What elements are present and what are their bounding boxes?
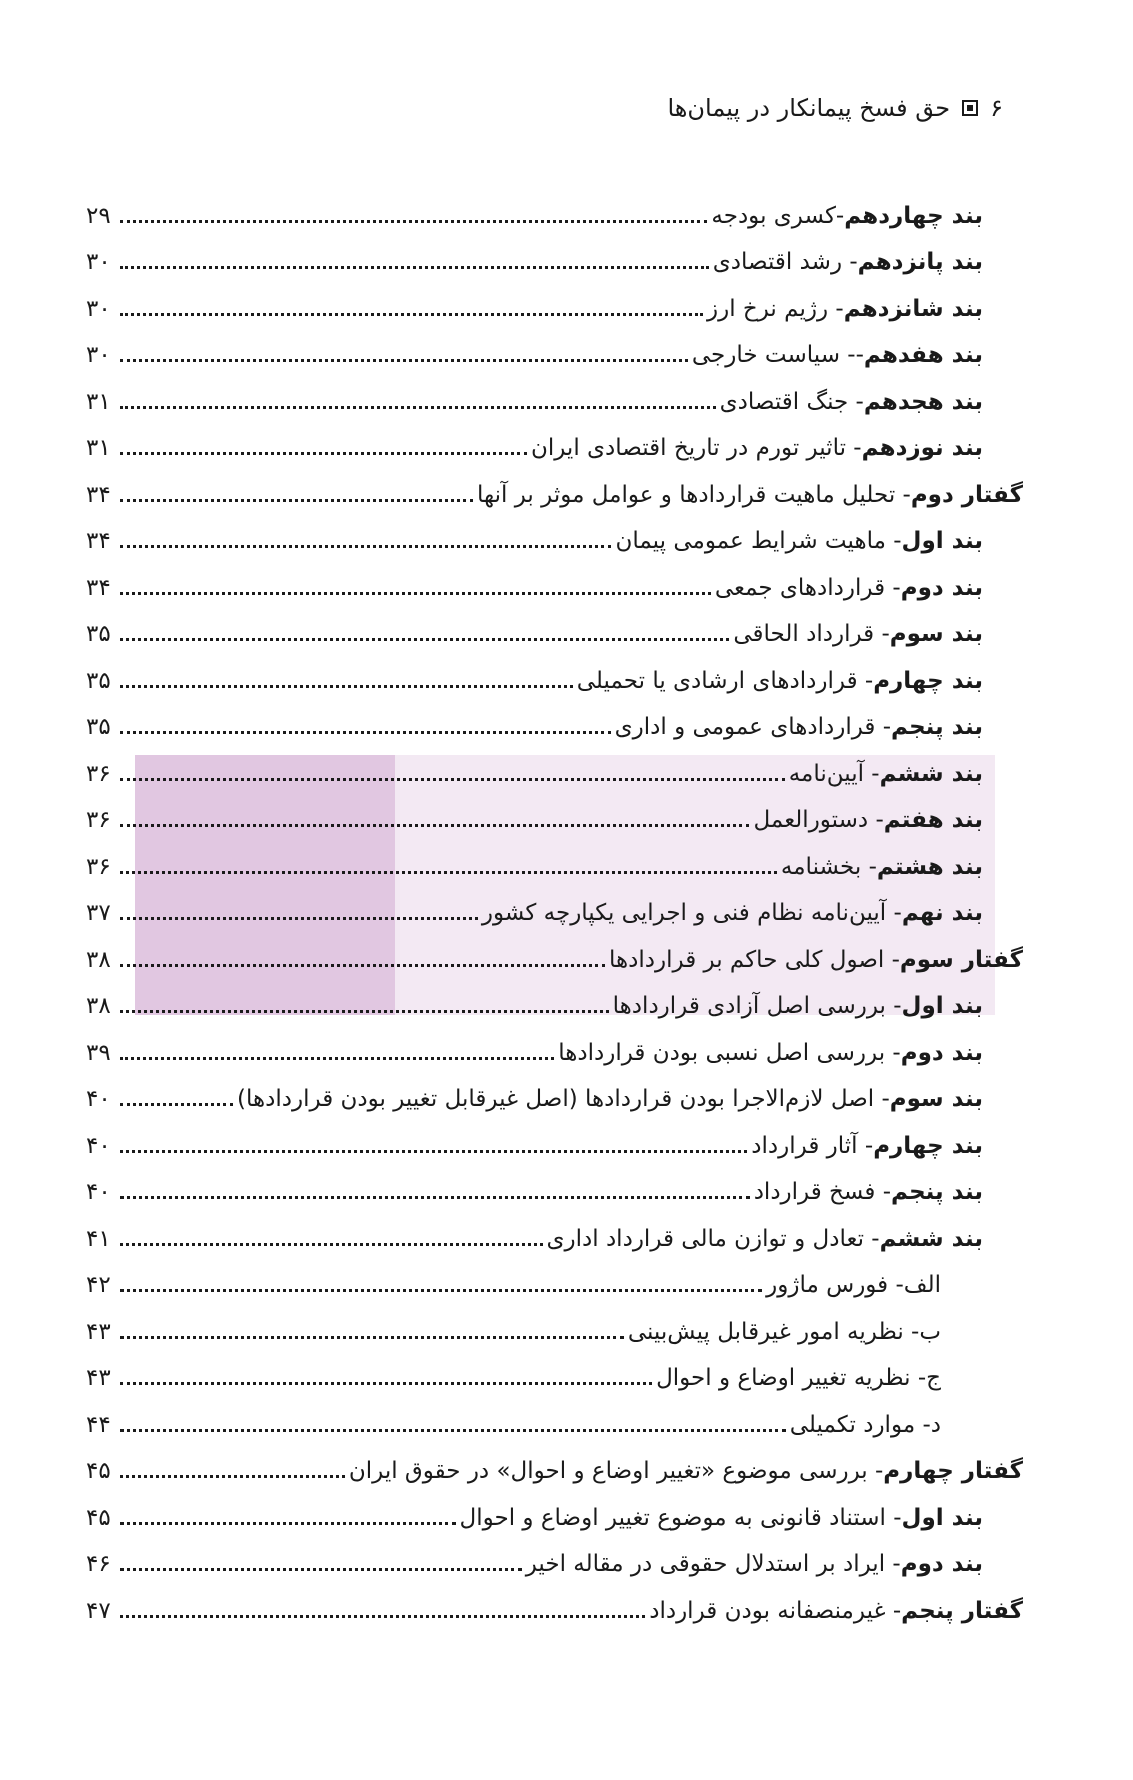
dot-leader bbox=[120, 313, 703, 316]
toc-page-number: ۳۴ bbox=[86, 481, 111, 508]
toc-page-number: ۳۰ bbox=[86, 249, 111, 276]
toc-entry-label: بند هجدهم bbox=[863, 388, 983, 415]
toc-entry bbox=[86, 184, 983, 231]
toc-entry-text: -کسری بودجه bbox=[711, 202, 845, 229]
toc-entry bbox=[86, 603, 983, 650]
toc-entry-text: الف- فورس ماژور bbox=[766, 1272, 941, 1299]
toc-page-number: ۳۸ bbox=[86, 993, 111, 1020]
toc-entry bbox=[86, 1347, 983, 1394]
toc-entry-label: بند چهارم bbox=[873, 667, 983, 694]
toc-page-number: ۴۳ bbox=[86, 1365, 111, 1392]
toc-entry bbox=[86, 789, 983, 836]
toc-entry bbox=[86, 1533, 983, 1580]
toc-entry-label: بند چهاردهم bbox=[844, 202, 983, 229]
toc-entry-label: بند دوم bbox=[900, 1039, 983, 1066]
toc-page-number: ۴۵ bbox=[86, 1458, 111, 1485]
toc-page-number: ۴۴ bbox=[86, 1411, 111, 1438]
toc-page-number: ۴۲ bbox=[86, 1272, 111, 1299]
toc-entry-title bbox=[733, 621, 983, 649]
dot-leader bbox=[120, 452, 527, 455]
toc-entry-text: - تاثیر تورم در تاریخ اقتصادی ایران bbox=[530, 435, 862, 462]
toc-entry-text: - تحلیل ماهیت قراردادها و عوامل موثر بر آنها bbox=[477, 481, 911, 508]
toc-entry-title bbox=[613, 993, 983, 1021]
toc-entry-title bbox=[781, 854, 983, 882]
toc-entry-title bbox=[460, 1505, 984, 1533]
dot-leader bbox=[120, 1382, 652, 1385]
toc-entry bbox=[86, 1440, 1023, 1487]
page-number: ۶ bbox=[990, 94, 1003, 122]
toc-entry-label: بند هفدهم bbox=[863, 342, 983, 369]
toc-entry-text: - قرارداد الحاقی bbox=[733, 621, 890, 648]
dot-leader bbox=[120, 1196, 750, 1199]
toc-entry-label: بند چهارم bbox=[873, 1132, 983, 1159]
toc-entry bbox=[86, 463, 1023, 510]
toc-entry bbox=[86, 835, 983, 882]
dot-leader bbox=[120, 917, 478, 920]
toc-entry-label: بند دوم bbox=[900, 1551, 983, 1578]
toc-page-number: ۴۳ bbox=[86, 1318, 111, 1345]
running-header bbox=[667, 94, 1003, 122]
toc-entry bbox=[86, 1021, 983, 1068]
toc-entry bbox=[86, 1068, 983, 1115]
toc-entry-text: ب- نظریه امور غیرقابل پیش‌بینی bbox=[627, 1318, 941, 1345]
dot-leader bbox=[120, 1243, 543, 1246]
toc-entry bbox=[86, 370, 983, 417]
toc-entry-label: بند دوم bbox=[900, 574, 983, 601]
toc-page-number: ۴۵ bbox=[86, 1504, 111, 1531]
dot-leader bbox=[120, 685, 573, 688]
toc-entry bbox=[86, 1486, 983, 1533]
toc-entry bbox=[86, 556, 983, 603]
toc-entry bbox=[86, 1393, 983, 1440]
toc-entry-title bbox=[711, 203, 983, 231]
toc-entry-label: بند شانزدهم bbox=[843, 295, 983, 322]
dot-leader bbox=[120, 871, 777, 874]
toc-entry-text: - ماهیت شرایط عمومی پیمان bbox=[615, 528, 902, 555]
toc-entry-text: - بررسی موضوع «تغییر اوضاع و احوال» در حقوق ایران bbox=[348, 1458, 884, 1485]
toc-entry bbox=[86, 696, 983, 743]
toc-page-number: ۳۰ bbox=[86, 295, 111, 322]
dot-leader bbox=[120, 592, 711, 595]
toc-entry-title bbox=[609, 947, 1023, 975]
toc-page-number: ۴۱ bbox=[86, 1225, 111, 1252]
toc-entry bbox=[86, 1300, 983, 1347]
dot-leader bbox=[120, 499, 473, 502]
toc-entry-title bbox=[615, 528, 983, 556]
toc-entry-title bbox=[713, 249, 983, 277]
toc-entry-text: ج- نظریه تغییر اوضاع و احوال bbox=[656, 1365, 941, 1392]
toc-entry-text: - آیین‌نامه نظام فنی و اجرایی یکپارچه کشور bbox=[481, 900, 902, 927]
toc-page-number: ۳۰ bbox=[86, 342, 111, 369]
toc-entry-text: - قراردادهای ارشادی یا تحمیلی bbox=[576, 667, 874, 694]
toc-entry-title bbox=[526, 1551, 983, 1579]
toc-entry bbox=[86, 882, 983, 929]
toc-entry-text: - بررسی اصل نسبی بودن قراردادها bbox=[558, 1039, 901, 1066]
toc-entry-label: بند سوم bbox=[889, 621, 983, 648]
toc-page-number: ۳۱ bbox=[86, 388, 111, 415]
toc-entry bbox=[86, 975, 983, 1022]
toc-entry-label: بند اول bbox=[901, 993, 983, 1020]
toc-entry-text: - فسخ قرارداد bbox=[753, 1179, 892, 1206]
toc-entry-label: بند پانزدهم bbox=[857, 249, 983, 276]
dot-leader bbox=[120, 778, 785, 781]
toc-entry-text: - جنگ اقتصادی bbox=[719, 388, 864, 415]
dot-leader bbox=[120, 220, 707, 223]
toc-entry-label: بند هشتم bbox=[876, 853, 983, 880]
toc-page-number: ۲۹ bbox=[86, 202, 111, 229]
toc-entry bbox=[86, 277, 983, 324]
toc-entry bbox=[86, 417, 983, 464]
dot-leader bbox=[120, 1336, 624, 1339]
toc-entry bbox=[86, 1161, 983, 1208]
toc-page-number: ۳۵ bbox=[86, 667, 111, 694]
toc-entry-label: بند نهم bbox=[901, 900, 983, 927]
dot-leader bbox=[120, 1010, 609, 1013]
toc-entry-title bbox=[628, 1319, 941, 1347]
dot-leader bbox=[120, 638, 729, 641]
toc-entry bbox=[86, 742, 983, 789]
toc-entry-title bbox=[547, 1226, 984, 1254]
toc-entry bbox=[86, 1207, 983, 1254]
toc-entry-label: بند ششم bbox=[879, 760, 983, 787]
toc-page-number: ۳۴ bbox=[86, 574, 111, 601]
toc-entry bbox=[86, 510, 983, 557]
toc-entry-text: - ایراد بر استدلال حقوقی در مقاله اخیر bbox=[525, 1551, 901, 1578]
toc-entry bbox=[86, 1579, 1023, 1626]
toc-page-number: ۳۶ bbox=[86, 760, 111, 787]
toc-entry-title bbox=[237, 1086, 983, 1114]
toc-entry-text: - اصول کلی حاکم بر قراردادها bbox=[609, 946, 900, 973]
toc-entry-text: - بررسی اصل آزادی قراردادها bbox=[612, 993, 902, 1020]
toc-entry-label: بند پنجم bbox=[891, 1179, 983, 1206]
toc-entry-title bbox=[754, 1179, 983, 1207]
dot-leader bbox=[120, 1522, 456, 1525]
toc-page-number: ۴۰ bbox=[86, 1132, 111, 1159]
toc-entry-text: - آیین‌نامه bbox=[788, 760, 880, 787]
toc-entry bbox=[86, 928, 1023, 975]
square-bullet-icon bbox=[962, 100, 978, 116]
toc-entry-text: - رژیم نرخ ارز bbox=[706, 295, 844, 322]
toc-entry-text: -- سیاست خارجی bbox=[691, 342, 864, 369]
toc-entry-label: گفتار چهارم bbox=[883, 1458, 1023, 1485]
dot-leader bbox=[120, 731, 611, 734]
dot-leader bbox=[120, 406, 716, 409]
toc-entry-text: - رشد اقتصادی bbox=[712, 249, 858, 276]
toc-page-number: ۳۸ bbox=[86, 946, 111, 973]
toc-page-number: ۳۴ bbox=[86, 528, 111, 555]
toc-entry-label: بند نوزدهم bbox=[861, 435, 983, 462]
toc-entry bbox=[86, 649, 983, 696]
toc-entry-title bbox=[753, 807, 983, 835]
toc-entry-label: بند هفتم bbox=[883, 807, 983, 834]
dot-leader bbox=[120, 1103, 233, 1106]
toc-entry-title bbox=[707, 296, 983, 324]
toc-entry-label: گفتار پنجم bbox=[901, 1597, 1023, 1624]
toc-page-number: ۴۶ bbox=[86, 1551, 111, 1578]
toc-entry bbox=[86, 231, 983, 278]
toc-entry-title bbox=[656, 1365, 941, 1393]
dot-leader bbox=[120, 964, 605, 967]
dot-leader bbox=[120, 359, 688, 362]
toc-entry-text: - استناد قانونی به موضوع تغییر اوضاع و احوال bbox=[459, 1504, 902, 1531]
toc-entry-text: - تعادل و توازن مالی قرارداد اداری bbox=[546, 1225, 880, 1252]
toc-entry-label: بند سوم bbox=[889, 1086, 983, 1113]
toc-page-number: ۳۱ bbox=[86, 435, 111, 462]
dot-leader bbox=[120, 266, 709, 269]
dot-leader bbox=[120, 1289, 762, 1292]
dot-leader bbox=[120, 1475, 345, 1478]
toc-page-number: ۳۷ bbox=[86, 900, 111, 927]
toc-entry-text: - اصل لازم‌الاجرا بودن قراردادها (اصل غیرقابل تغییر بودن قراردادها) bbox=[237, 1086, 890, 1113]
toc-entry-label: بند ششم bbox=[879, 1225, 983, 1252]
toc-entry-title bbox=[482, 900, 983, 928]
dot-leader bbox=[120, 824, 749, 827]
dot-leader bbox=[120, 1057, 554, 1060]
toc-entry-text: - بخشنامه bbox=[780, 853, 877, 880]
toc-entry-title bbox=[531, 435, 983, 463]
toc-entry bbox=[86, 1114, 983, 1161]
toc-entry-title bbox=[790, 1412, 941, 1440]
toc-entry-title bbox=[715, 575, 983, 603]
book-title: حق فسخ پیمانکار در پیمان‌ها bbox=[667, 94, 951, 122]
toc-entry-text: - قراردادهای عمومی و اداری bbox=[614, 714, 892, 741]
toc-page-number: ۳۶ bbox=[86, 853, 111, 880]
toc-entry-text: د- موارد تکمیلی bbox=[789, 1411, 941, 1438]
toc-page-number: ۴۰ bbox=[86, 1086, 111, 1113]
dot-leader bbox=[120, 1429, 786, 1432]
dot-leader bbox=[120, 1615, 645, 1618]
toc-entry-text: - دستورالعمل bbox=[753, 807, 884, 834]
toc-entry bbox=[86, 1254, 983, 1301]
toc-entry-title bbox=[751, 1133, 983, 1161]
toc-entry-title bbox=[558, 1040, 983, 1068]
toc-entry-text: - غیرمنصفانه بودن قرارداد bbox=[649, 1597, 902, 1624]
toc-entry bbox=[86, 324, 983, 371]
toc-entry-title bbox=[477, 482, 1023, 510]
toc-page-number: ۳۵ bbox=[86, 621, 111, 648]
toc-entry-label: بند اول bbox=[901, 1504, 983, 1531]
toc-entry-label: بند پنجم bbox=[891, 714, 983, 741]
toc-entry-title bbox=[577, 668, 983, 696]
toc-page-number: ۴۰ bbox=[86, 1179, 111, 1206]
toc-entry-text: - آثار قرارداد bbox=[751, 1132, 874, 1159]
toc-entry-title bbox=[720, 389, 983, 417]
toc-entry-label: گفتار سوم bbox=[899, 946, 1023, 973]
toc-entry-title bbox=[692, 342, 983, 370]
dot-leader bbox=[120, 1150, 747, 1153]
toc-page-number: ۴۷ bbox=[86, 1597, 111, 1624]
toc-page-number: ۳۹ bbox=[86, 1039, 111, 1066]
toc-entry-title bbox=[766, 1272, 941, 1300]
toc-entry-title bbox=[789, 761, 983, 789]
toc-entry-title bbox=[615, 714, 983, 742]
toc-entry-title bbox=[649, 1598, 1023, 1626]
toc-entry-label: گفتار دوم bbox=[910, 481, 1023, 508]
toc-page-number: ۳۶ bbox=[86, 807, 111, 834]
dot-leader bbox=[120, 1568, 522, 1571]
toc-entry-label: بند اول bbox=[901, 528, 983, 555]
dot-leader bbox=[120, 545, 611, 548]
table-of-contents bbox=[86, 184, 1023, 1626]
toc-entry-text: - قراردادهای جمعی bbox=[714, 574, 901, 601]
toc-entry-title bbox=[349, 1458, 1023, 1486]
toc-page-number: ۳۵ bbox=[86, 714, 111, 741]
